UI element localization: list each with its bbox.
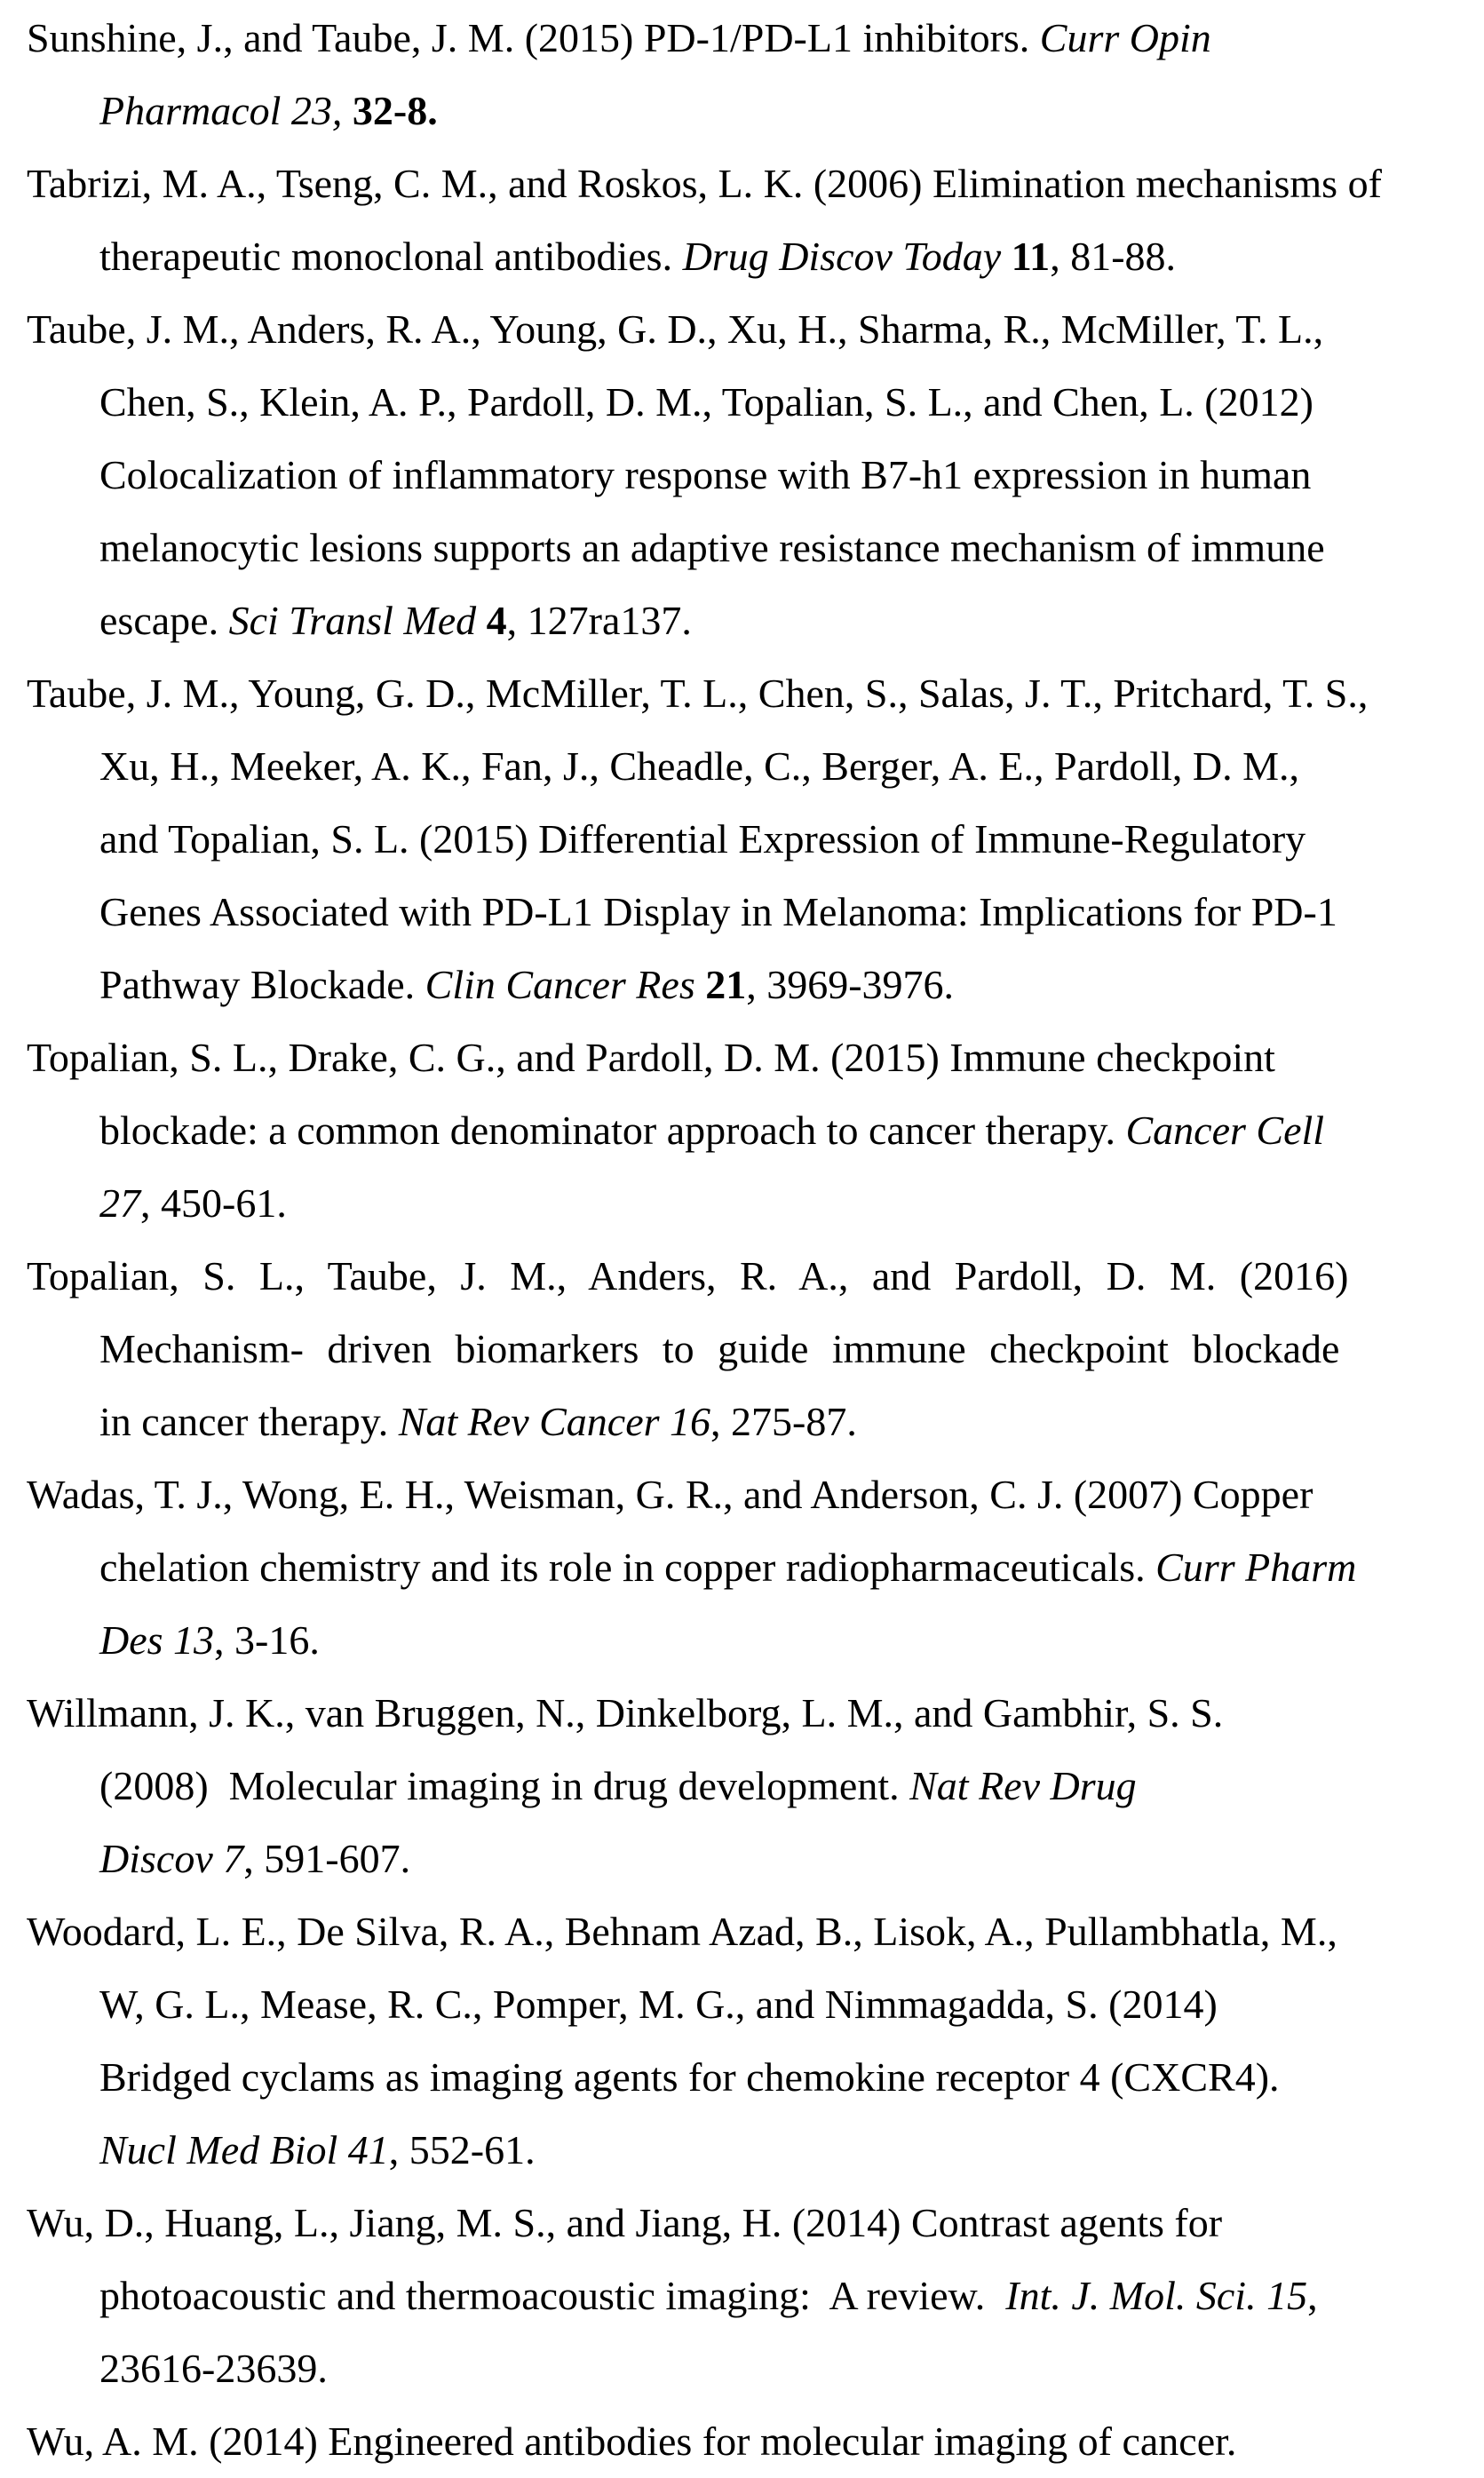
reference-line: [27, 1240, 1459, 1313]
reference-text: photoacoustic and thermoacoustic imaging: A review.: [99, 2273, 1006, 2318]
reference-line: [99, 1750, 1459, 1823]
bold-number-text: 4: [486, 598, 507, 643]
reference-list: [27, 2, 1459, 2478]
reference-entry: [27, 147, 1459, 293]
reference-entry: [27, 1895, 1459, 2187]
reference-line: [27, 147, 1459, 220]
reference-text: Mechanism- driven biomarkers to guide immune checkpoint blockade: [99, 1326, 1340, 1371]
reference-line: [99, 584, 1459, 657]
reference-line: [99, 512, 1459, 584]
reference-text: Bridged cyclams as imaging agents for chemokine receptor 4 (CXCR4).: [99, 2054, 1280, 2100]
reference-line: [27, 293, 1459, 366]
reference-text: and Topalian, S. L. (2015) Differential Expression of Immune-Regulatory: [99, 816, 1306, 862]
journal-italic-text: Curr Opin: [1039, 15, 1211, 60]
reference-line: [99, 730, 1459, 803]
reference-text: 23616-23639.: [99, 2346, 328, 2391]
reference-line: [99, 75, 1459, 147]
reference-line: [99, 2114, 1459, 2187]
journal-italic-text: Clin Cancer Res: [425, 962, 695, 1007]
reference-line: [99, 876, 1459, 949]
reference-line: [99, 1386, 1459, 1458]
reference-text: chelation chemistry and its role in copper radiopharmaceuticals.: [99, 1545, 1156, 1590]
reference-entry: [27, 657, 1459, 1021]
reference-text: Chen, S., Klein, A. P., Pardoll, D. M., Topalian, S. L., and Chen, L. (2012): [99, 379, 1313, 425]
reference-text: [695, 962, 706, 1007]
journal-italic-text: Cancer Cell: [1125, 1108, 1325, 1153]
bold-number-text: 11: [1011, 234, 1051, 279]
reference-text: [476, 598, 487, 643]
reference-line: [27, 2187, 1459, 2260]
reference-text: melanocytic lesions supports an adaptive resistance mechanism of immune: [99, 525, 1325, 570]
journal-italic-text: Des 13: [99, 1617, 215, 1663]
reference-text: Wu, D., Huang, L., Jiang, M. S., and Jiang, H. (2014) Contrast agents for: [27, 2200, 1223, 2245]
reference-text: , 3-16.: [214, 1617, 320, 1663]
reference-line: [99, 1313, 1459, 1386]
reference-text: escape.: [99, 598, 229, 643]
reference-text: Topalian, S. L., Taube, J. M., Anders, R. A., and Pardoll, D. M. (2016): [27, 1253, 1349, 1299]
reference-entry: [27, 293, 1459, 657]
reference-text: , 450-61.: [140, 1180, 287, 1226]
reference-line: [99, 220, 1459, 293]
reference-text: , 81-88.: [1050, 234, 1177, 279]
journal-italic-text: Nat Rev Drug: [909, 1763, 1137, 1808]
reference-text: , 275-87.: [710, 1399, 857, 1444]
reference-line: [27, 2405, 1459, 2478]
reference-text: [1001, 234, 1012, 279]
reference-text: , 127ra137.: [506, 598, 692, 643]
journal-italic-text: Nat Rev Cancer 16: [398, 1399, 711, 1444]
reference-text: in cancer therapy.: [99, 1399, 399, 1444]
reference-text: Topalian, S. L., Drake, C. G., and Pardoll, D. M. (2015) Immune checkpoint: [27, 1035, 1275, 1080]
reference-line: [99, 803, 1459, 876]
journal-italic-text: 27: [99, 1180, 140, 1226]
reference-line: [99, 1167, 1459, 1240]
reference-entry: [27, 1458, 1459, 1677]
reference-text: , 591-607.: [243, 1836, 411, 1881]
reference-line: [99, 1094, 1459, 1167]
journal-italic-text: Int. J. Mol. Sci. 15: [1005, 2273, 1308, 2318]
reference-line: [99, 1823, 1459, 1895]
reference-text: Genes Associated with PD-L1 Display in Melanoma: Implications for PD-1: [99, 889, 1337, 934]
reference-text: , 3969-3976.: [746, 962, 955, 1007]
reference-text: Willmann, J. K., van Bruggen, N., Dinkelborg, L. M., and Gambhir, S. S.: [27, 1690, 1224, 1735]
reference-line: [27, 1895, 1459, 1968]
journal-italic-text: Nucl Med Biol 41: [99, 2127, 389, 2172]
reference-line: [27, 657, 1459, 730]
reference-line: [99, 1968, 1459, 2041]
reference-text: Colocalization of inflammatory response with B7-h1 expression in human: [99, 452, 1312, 497]
reference-text: Wu, A. M. (2014) Engineered antibodies for molecular imaging of cancer.: [27, 2418, 1237, 2464]
reference-line: [27, 2, 1459, 75]
reference-line: [99, 439, 1459, 512]
reference-text: Wadas, T. J., Wong, E. H., Weisman, G. R., and Anderson, C. J. (2007) Copper: [27, 1472, 1313, 1517]
bold-number-text: 21: [705, 962, 747, 1007]
reference-text: Sunshine, J., and Taube, J. M. (2015) PD-1/PD-L1 inhibitors.: [27, 15, 1040, 60]
journal-italic-text: Curr Pharm: [1155, 1545, 1357, 1590]
reference-entry: [27, 2187, 1459, 2405]
reference-text: , 552-61.: [388, 2127, 536, 2172]
reference-text: (2008) Molecular imaging in drug development.: [99, 1763, 910, 1808]
journal-italic-text: Discov 7: [99, 1836, 244, 1881]
reference-entry: [27, 1021, 1459, 1240]
journal-italic-text: Drug Discov Today: [682, 234, 1002, 279]
reference-line: [99, 2041, 1459, 2114]
reference-line: [99, 1604, 1459, 1677]
reference-text: Tabrizi, M. A., Tseng, C. M., and Roskos, L. K. (2006) Elimination mechanisms of: [27, 161, 1382, 206]
reference-text: Woodard, L. E., De Silva, R. A., Behnam Azad, B., Lisok, A., Pullambhatla, M.,: [27, 1909, 1337, 1954]
reference-text: Taube, J. M., Anders, R. A., Young, G. D., Xu, H., Sharma, R., McMiller, T. L.,: [27, 306, 1324, 352]
reference-entry: [27, 2405, 1459, 2478]
reference-line: [27, 1677, 1459, 1750]
reference-text: therapeutic monoclonal antibodies.: [99, 234, 683, 279]
reference-line: [99, 949, 1459, 1021]
reference-line: [27, 1021, 1459, 1094]
reference-text: Pathway Blockade.: [99, 962, 425, 1007]
reference-text: ,: [1307, 2273, 1318, 2318]
reference-line: [99, 1531, 1459, 1604]
bold-number-text: 32-8.: [352, 88, 438, 133]
journal-italic-text: Pharmacol 23,: [99, 88, 353, 133]
reference-line: [99, 2332, 1459, 2405]
journal-italic-text: Sci Transl Med: [228, 598, 477, 643]
reference-text: Taube, J. M., Young, G. D., McMiller, T. L., Chen, S., Salas, J. T., Pritchard, T. S.,: [27, 671, 1369, 716]
reference-line: [99, 366, 1459, 439]
reference-line: [27, 1458, 1459, 1531]
reference-text: blockade: a common denominator approach to cancer therapy.: [99, 1108, 1126, 1153]
reference-line: [99, 2260, 1459, 2332]
reference-entry: [27, 1677, 1459, 1895]
reference-text: Xu, H., Meeker, A. K., Fan, J., Cheadle, C., Berger, A. E., Pardoll, D. M.,: [99, 743, 1300, 789]
reference-entry: [27, 2, 1459, 147]
reference-entry: [27, 1240, 1459, 1458]
reference-text: W, G. L., Mease, R. C., Pomper, M. G., and Nimmagadda, S. (2014): [99, 1982, 1218, 2027]
